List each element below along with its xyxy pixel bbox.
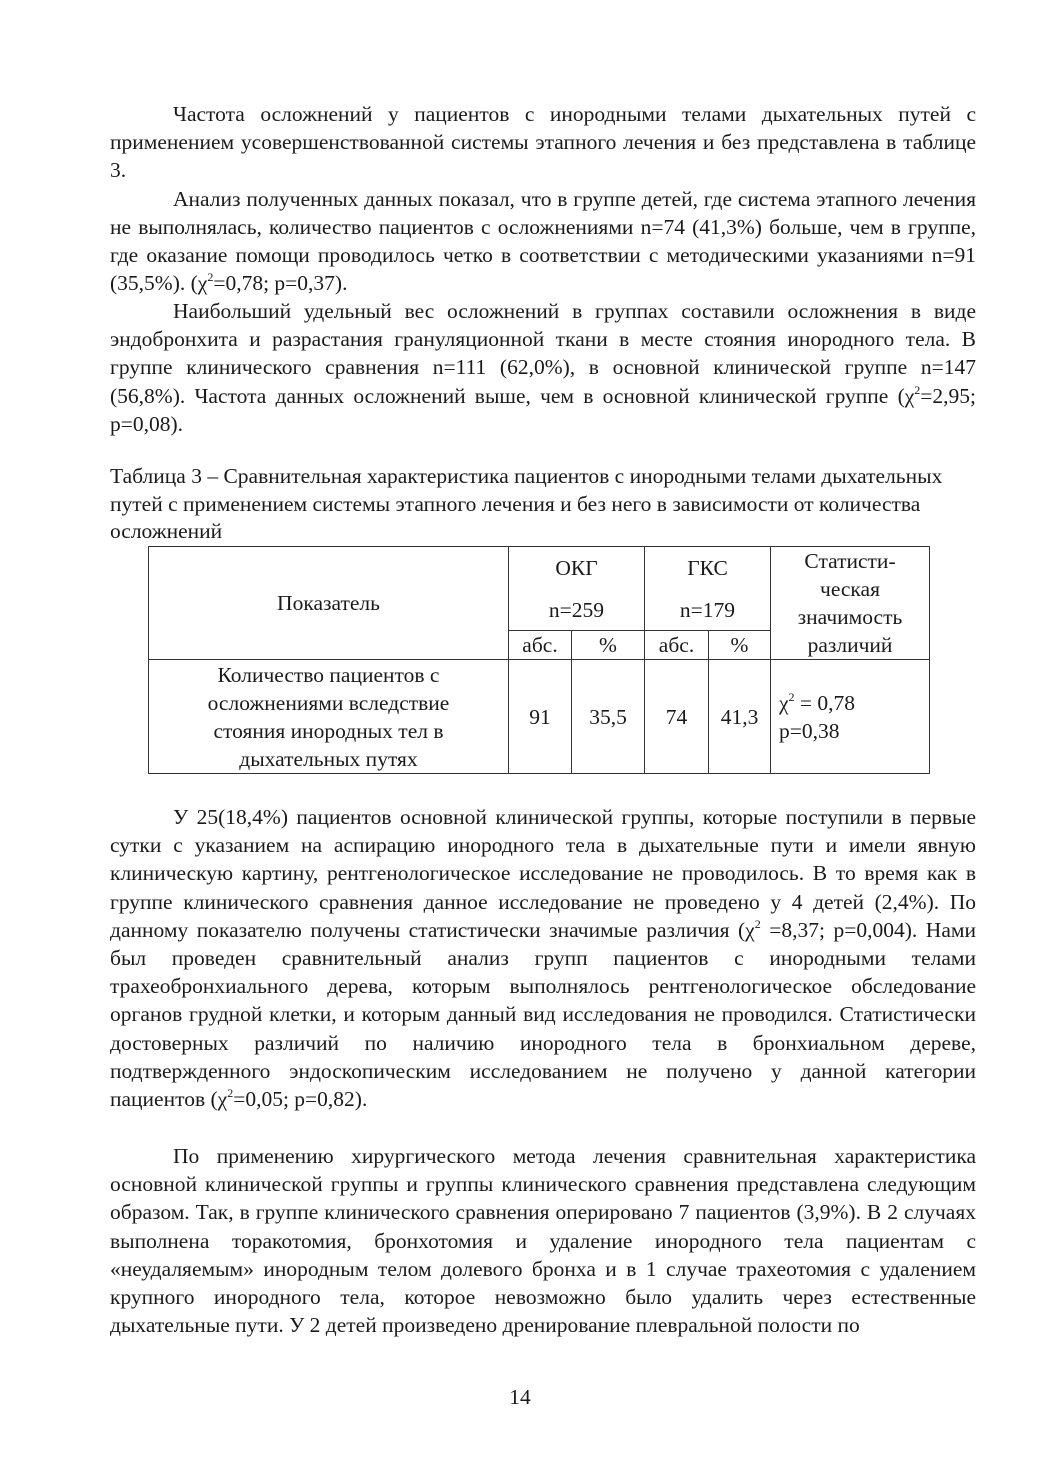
paragraph-intro-text: Частота осложнений у пациентов с инородными телами дыхательных путей с применением усовершенствованной системы этапного лечения и без представлена в таблице 3.	[110, 102, 976, 183]
header-indicator: Показатель	[149, 547, 509, 660]
header-gks	[645, 547, 771, 631]
table-caption: Таблица 3 – Сравнительная характеристика пациентов с инородными телами дыхательных путей с применением системы этапного лечения и без него в зависимости от количества осложнений	[110, 464, 943, 544]
paragraph-complications	[110, 297, 976, 438]
row-label-line-2: осложнениями вследствие	[207, 690, 450, 715]
row-label	[149, 660, 509, 774]
chi-value: = 0,78	[794, 690, 856, 715]
gks-abs-value: 74	[645, 660, 709, 774]
stat-line-1: Статисти-	[804, 549, 896, 573]
superscript: 2	[227, 1086, 234, 1101]
superscript: 2	[914, 382, 921, 397]
row-label-line-1: Количество пациентов с	[217, 662, 440, 687]
superscript: 2	[207, 270, 214, 285]
okg-name: ОКГ	[555, 555, 598, 580]
okg-pct-value: 35,5	[572, 660, 645, 774]
comparison-table	[148, 546, 930, 774]
stat-line-2: ческая	[820, 577, 880, 601]
p-value: p=0,38	[779, 718, 840, 743]
okg-abs-value: 91	[509, 660, 572, 774]
gks-n: n=179	[679, 597, 736, 622]
paragraph-xray	[110, 803, 976, 1113]
header-okg	[509, 547, 645, 631]
paragraph-complications-text: Наибольший удельный вес осложнений в группах составили осложнения в виде эндобронхита и разрастания грануляционной ткани в месте стояния инородного тела. В группе клинического сравнения n=111 (62,0%), в основной клинической группе n=147 (56,8%). Частота данных осложнений выше, чем в основной клинической группе (χ	[110, 299, 976, 408]
gks-abs-header: абс.	[645, 631, 709, 660]
okg-n: n=259	[548, 597, 605, 622]
header-stat	[771, 547, 930, 660]
paragraph-complications-end: =2,95; p=0,08).	[110, 383, 976, 436]
paragraph-analysis-end: =0,78; p=0,37).	[213, 271, 348, 296]
paragraph-surgery	[110, 1142, 976, 1339]
stat-value	[771, 660, 930, 774]
superscript: 2	[754, 916, 761, 931]
paragraph-intro	[110, 100, 976, 185]
stat-line-4: различий	[807, 633, 893, 657]
paragraph-xray-middle: =8,37; p=0,004). Нами был проведен сравнительный анализ групп пациентов с инородными телами трахеобронхиального дерева, которым выполнялось рентгенологическое обследование органов грудной клетки, и которым данный вид исследования не проводился. Статистически достоверных различий по наличию инородного тела в бронхиальном дереве, подтвержденного эндоскопическим исследованием не получено у данной категории пациентов (χ	[110, 917, 976, 1112]
gks-name: ГКС	[687, 555, 728, 580]
paragraph-surgery-text: По применению хирургического метода лечения сравнительная характеристика основной клинической группы и группы клинического сравнения представлена следующим образом. Так, в группе клинического сравнения оперировано 7 пациентов (3,9%). В 2 случаях выполнена торакотомия, бронхотомия и удаление инородного тела пациентам с «неудаляемым» инородным телом долевого бронха и в 1 случае трахеотомия с удалением крупного инородного тела, которое невозможно было удалить через естественные дыхательные пути. У 2 детей произведено дренирование плевральной полости по	[110, 1144, 976, 1338]
okg-pct-header: %	[572, 631, 645, 660]
chi-square	[779, 689, 929, 717]
page-number: 14	[509, 1385, 531, 1409]
gks-pct-header: %	[709, 631, 771, 660]
okg-abs-header: абс.	[509, 631, 572, 660]
row-label-line-3: стояния инородных тел в	[213, 718, 444, 743]
paragraph-xray-text: У 25(18,4%) пациентов основной клинической группы, которые поступили в первые сутки с указанием на аспирацию инородного тела в дыхательные пути и имели явную клиническую картину, рентгенологическое исследование не проводилось. В то время как в группе клинического сравнения данное исследование не проведено у 4 детей (2,4%). По данному показателю получены статистически значимые различия (χ	[110, 805, 976, 942]
paragraph-analysis	[110, 185, 976, 298]
chi-symbol: χ	[779, 690, 789, 715]
stat-line-3: значимость	[797, 605, 903, 629]
paragraph-analysis-text: Анализ полученных данных показал, что в группе детей, где система этапного лечения не выполнялась, количество пациентов с осложнениями n=74 (41,3%) больше, чем в группе, где оказание помощи проводилось четко в соответствии с методическими указаниями n=91 (35,5%). (χ	[110, 186, 976, 296]
row-label-line-4: дыхательных путях	[239, 746, 418, 771]
gks-pct-value: 41,3	[709, 660, 771, 774]
paragraph-xray-end: =0,05; p=0,82).	[233, 1087, 368, 1112]
chi-superscript: 2	[788, 689, 795, 704]
